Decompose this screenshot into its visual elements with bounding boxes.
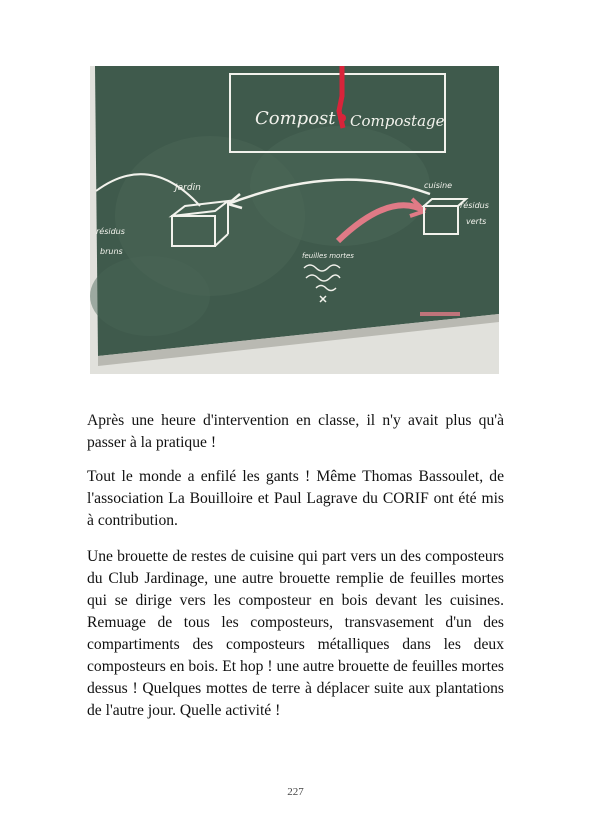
label-residus-right-2: verts (466, 217, 487, 226)
label-feuilles: feuilles mortes (302, 252, 354, 260)
paragraph-activities: Une brouette de restes de cuisine qui part vers un des composteurs du Club Jardinage, une autre brouette remplie de feuilles mortes qui se dirige vers les composteur en bois devant les cuisines. Remuage de tous les composteurs, transvasement d'un des compartiments des composteurs métalliques dans les deux composteurs en bois. Et hop ! une autre brouette de feuilles mortes dessus ! Quelques mottes de terre à déplacer suite aux plantations de l'autre jour. Quelle activité ! (87, 548, 504, 719)
title-right: Compostage (350, 112, 445, 130)
chalkboard-photo (90, 66, 499, 374)
page-number: 227 (287, 786, 304, 798)
label-residus-left-2: bruns (100, 247, 123, 256)
chalk-piece (420, 312, 460, 316)
red-knot (338, 114, 346, 122)
label-cuisine: cuisine (424, 181, 453, 190)
paragraph-gloves: Tout le monde a enfilé les gants ! Même Thomas Bassoulet, de l'association La Bouilloire et Paul Lagrave du CORIF ont été mis à contribution. (87, 468, 504, 529)
paragraph-intro: Après une heure d'intervention en classe, il n'y avait plus qu'à passer à la pratique ! (87, 412, 504, 451)
label-residus-left: résidus (96, 227, 125, 236)
title-left: Compost (255, 108, 336, 129)
smudge (90, 256, 210, 336)
label-jardin: Jardin (175, 183, 201, 193)
label-residus-right: résidus (460, 201, 489, 210)
chalkboard-illustration (90, 66, 499, 374)
